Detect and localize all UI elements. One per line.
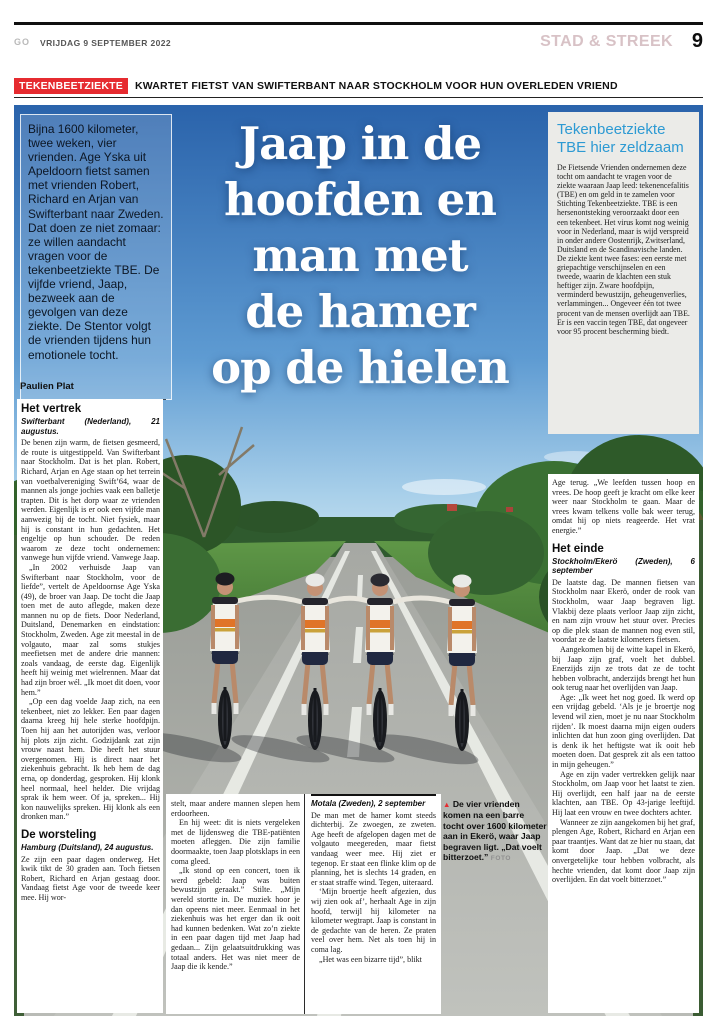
article-column-1 [17,399,163,1013]
body-paragraph: Wanneer ze zijn aangekomen bij het graf, plengen Age, Robert, Richard en Arjan een paar traantjes. Want dat ze hier nu staan, dat komt door Jaap. „Dat we deze onvergetelijke tour hebben volbracht, als hechte vrienden, dat komt door Jaap zijn overlijden. En dat voelt bitterzoet.” [552,817,695,885]
body-paragraph: Ze zijn een paar dagen onderweg. Het kwik tikt de 30 graden aan. Toch fietsen Robert, Richard en Arjan gestaag door. Vandaag fietst Age voor de tweede keer mee. Hij wor- [21,854,160,902]
headline-line: hoofden en [224,173,496,226]
headline-line: man met [252,229,468,282]
photo-credit: FOTO [490,855,512,863]
section-heading: Het einde [552,542,604,555]
dateline: Stockholm/Ekerö (Zweden), 6 september [552,556,695,576]
section-heading: De worsteling [21,828,97,841]
dateline: Motala (Zweden), 2 september [311,794,436,809]
article-column-2 [166,794,304,1014]
body-paragraph: Aangekomen bij de witte kapel in Ekerö, bij Jaap zijn graf, voelt het dubbel. Enerzijds zijn ze trots dat ze de tocht hebben volbracht, anderzijds brengt het hun ook terug naar het overlijden van Jaap. [552,644,695,693]
kicker [14,77,703,95]
masthead [14,30,703,55]
page-number: 9 [691,30,703,52]
kicker-tag: TEKENBEETZIEKTE [14,78,128,94]
body-paragraph: „In 2002 verhuisde Jaap van Swifterbant naar Stockholm, voor de liefde”, vertelt de Apeldoornse Age Yska (49), de broer van Jaap. De tocht die Jaap toen met de auto aflegde, maken deze mannen nu op de fiets. Door Nederland, Duitsland, Denemarken en eindstation: Stockholm, Zweden. Age zit meestal in de volgauto, maar zal soms stukjes meefietsen met de andere drie mannen: zoals vandaag, de eerste dag. Eigenlijk heeft hij weinig met wielrennen. Maar dat had zijn broer wél. „Ik moet dit doen, voor hem.” [21,562,160,697]
caption-marker-icon: ▲ [443,800,451,809]
dateline: Swifterbant (Nederland), 21 augustus. [21,417,160,436]
section-heading: Het vertrek [21,403,82,415]
masthead-rule [14,22,703,25]
body-paragraph: De benen zijn warm, de fietsen gesmeerd, de route is uitgestippeld. Van Swifterbant naar Stockholm. Dat is het plan. Robert, Richard, Arjan en Age staan op het terrein van voetbalvereniging Swift’64, waar de mannen als jonge jochies vaak een balletje trapten. Dit is het dorp waar ze vrienden werden. Eigenlijk is er ook een vijfde man aanwezig bij de tocht. Niet fysiek, maar hij is constant in hun gedachten. Het engeltje op hun schouder. De reden waarom ze deze tocht ondernemen: vanwege hun vijfde vriend. Vanwege Jaap. [21,438,160,563]
distant-house [447,504,457,511]
caption-text: De vier vrienden komen na een barre tocht over 1600 kilometer aan in Ekerö, waar Jaap begraven ligt. „Dat voelt bitterzoet.” [443,799,547,863]
headline-line: Jaap in de [238,117,482,170]
body-paragraph: Age terug. „We leefden tussen hoop en vrees. De hoop geeft je kracht om elke keer weer naar Stockholm te gaan. Maar de vrees kwam telkens volle bak weer terug, omdat hij op niets reageerde. Het vrat energie.” [552,478,695,535]
photo-caption [443,799,547,864]
kicker-headline: KWARTET FIETST VAN SWIFTERBANT NAAR STOCKHOLM VOOR HUN OVERLEDEN VRIEND [134,80,618,92]
dateline: Hamburg (Duitsland), 24 augustus. [21,842,154,852]
sidebar-paragraph: De ziekte kent twee fases: een eerste met griepachtige verschijnselen en een tweede, waarin de klachten een stuk heftiger zijn. Zware hoofdpijn, verminderd bewustzijn, geheugenverlies, verlammingen... Ongeveer één tot twee procent van de mensen overlijdt aan TBE. Er is een vaccin tegen TBE, dat ongeveer voor 95 procent bescherming biedt. [557,253,690,336]
section-title: STAD & STREEK [540,33,673,50]
body-paragraph: Age: „Ik weet het nog goed. Ik werd op een vrijdag gebeld. ‘Als je je broertje nog levend wil zien, moet je nu naar Stockholm rijden’. Ik moest daarna mijn eigen ouders inlichten dat hun zoon ging overlijden. Dat is denk ik het heftigste wat ik ooit heb moeten doen. Dat gesprek zit als een tattoo in mijn geheugen.” [552,692,695,770]
headline-line: de hamer [245,285,475,338]
sidebar-box [548,112,699,434]
body-paragraph: „Ik stond op een concert, toen ik werd gebeld: Jaap was buiten bewustzijn geraakt.” Stilte. „Mijn wereld stortte in. De muziek hoor je dan opeens niet meer. Eenmaal in het ziekenhuis was het erger dan ik ooit had kunnen bedenken. Wat zo’n ziekte in een paar dagen tijd met Jaap had gedaan... Zijn gelaatsuitdrukking was totaal anders. Het was niet meer de Jaap die ik kende.” [171,866,300,972]
paper-logo: GO [14,37,31,47]
body-paragraph: De laatste dag. De mannen fietsen van Stockholm naar Ekerö, onder de rook van Stockholm, waar Jaap begraven ligt. Vlakbij deze plaats verloor Jaap zijn zicht, en nam zijn vrouw het stuur over. Precies op die plek staan de mannen nog even stil, voordat ze de laatste kilometers fietsen. [552,577,695,645]
article-column-4 [548,474,699,1013]
headline-line: op de hielen [211,341,509,394]
body-paragraph: „Op een dag voelde Jaap zich, na een tekenbeet, niet zo lekker. Een paar dagen daarna kreeg hij hele sterke hoofdpijn. Toen hij aan het autorijden was, verloor hij plots zijn zicht. Godzijdank zat zijn vrouw naast hem. Die heeft het stuur overgenomen. Hij is direct naar het ziekenhuis gebracht. Ik heb hem de dag erna, op donderdag, gesproken. Hij klonk heel normaal, heel helder. Die vrijdag sprak ik hem weer. Of ja, spreken... Hij kon nauwelijks spreken. Hij klonk als een dronken man.” [21,697,160,822]
byline: Paulien Plat [20,381,166,400]
sidebar-paragraph: De Fietsende Vrienden ondernemen deze tocht om aandacht te vragen voor de ziekte waaraan Jaap leed: tekenencefalitis (TBE) en om geld in te zamelen voor Stichting Tekenbeetziekte. TBE is een hersenontsteking veroorzaakt door een een tekenbeet. Het virus komt nog weinig voor in Nederland, maar is wijd verspreid in onder andere Oostenrijk, Zwitserland, Duitsland en de Scandinavische landen. [557,163,689,254]
body-paragraph: En hij weet: dit is niets vergeleken met de lijdensweg die TBE-patiënten moeten afleggen. Die zijn familie doormaakte, toen Jaap plotsklaps in een coma gleed. [171,818,301,866]
body-paragraph: stelt, maar andere mannen slepen hem erdoorheen. [171,799,300,818]
article-column-3 [304,794,441,1014]
body-paragraph: „Het was een bizarre tijd”, blikt [319,954,422,964]
body-paragraph: De man met de hamer komt steeds dichterbij. Ze zwoegen, ze zweten. Age heeft de afgelopen dagen met de volgauto meegereden, maar fietst vandaag weer mee. Hij ziet er tegenop. Er staat een flinke klim op de planning, het is slechts 14 graden, en er staat straffe wind. Tegen, uiteraard. [311,810,436,887]
main-headline [175,116,545,396]
body-paragraph: Age en zijn vader vertrekken gelijk naar Stockholm, om Jaap voor het laatst te zien. Hij overlijdt, een half jaar na de eerste klachten, aan TBE. Op 43-jarige leeftijd. Hij laat een vrouw en twee dochters achter. [552,769,695,817]
kicker-rule [14,97,703,98]
intro-panel: Bijna 1600 kilometer, twee weken, vier vrienden. Age Yska uit Apeldoorn fietst samen met vrienden Robert, Richard en Arjan van Swifterbant naar Zweden. Dat doen ze niet zomaar: ze willen aandacht vragen voor de tekenbeetziekte TBE. De vijfde vriend, Jaap, bezweek aan de gevolgen van deze ziekte. De Stentor volgt de vrienden tijdens hun emotionele tocht. [20,114,172,400]
issue-date: VRIJDAG 9 SEPTEMBER 2022 [40,37,172,48]
body-paragraph: ‘Mijn broertje heeft afgezien, dus wij zien ook af’, herhaalt Age in zijn hoofd, terwijl hij kilometer na kilometer wegtrapt. Jaap is constant in de gedachte van de heren. Ze praten veel over hem. Net als toen hij in coma lag. [311,887,436,954]
sidebar-title: Tekenbeetziekte TBE hier zeldzaam [557,121,684,156]
